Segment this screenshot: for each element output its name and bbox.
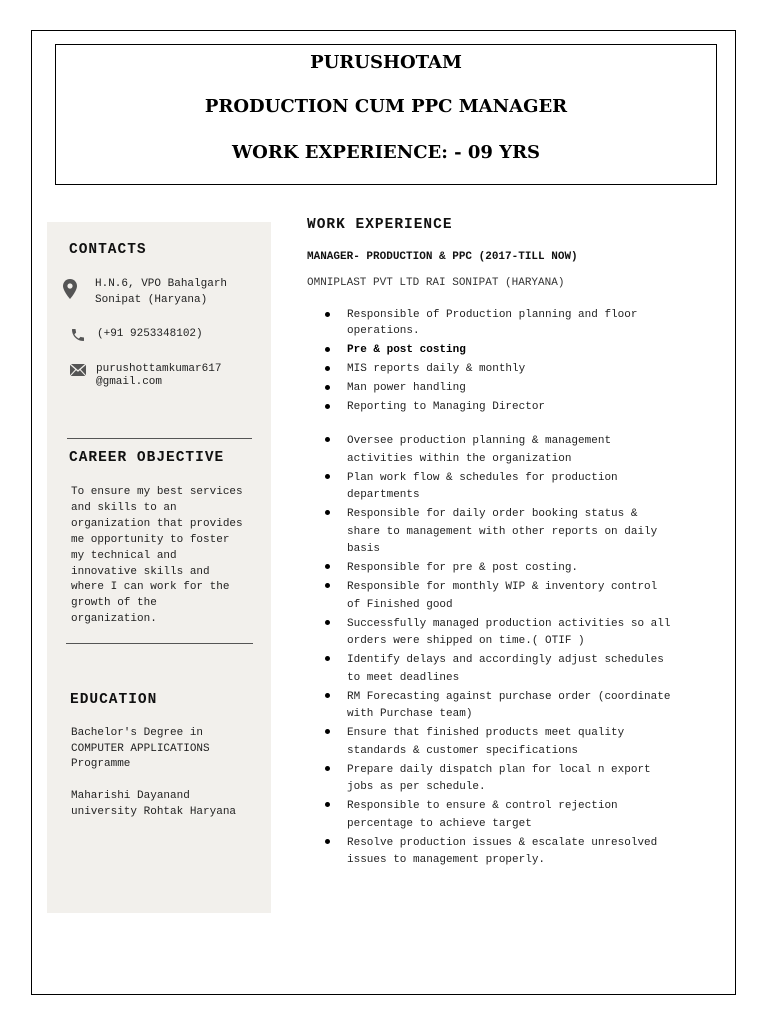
responsibility-item [347, 470, 697, 505]
bullet-dot [325, 802, 330, 807]
responsibility-item [347, 400, 697, 416]
responsibility-line: standards & customer specifications [347, 744, 579, 757]
responsibility-item [347, 762, 697, 797]
bullet-dot [325, 729, 330, 734]
responsibility-item [347, 616, 697, 651]
location-pin-icon [63, 279, 77, 299]
responsibility-line: issues to management properly. [347, 854, 546, 866]
bullet-dot [325, 620, 330, 625]
responsibility-item [347, 308, 697, 339]
responsibility-line: Identify delays and accordingly adjust schedules [347, 654, 664, 666]
phone-number: (+91 9253348102) [97, 328, 203, 340]
responsibility-item [347, 433, 697, 468]
job-title: PRODUCTION CUM PPC MANAGER [204, 96, 568, 117]
responsibility-item [347, 835, 697, 870]
responsibility-line: Man power handling [347, 381, 466, 394]
responsibility-line: share to management with other reports on daily [347, 525, 658, 538]
contacts-heading: CONTACTS [69, 242, 147, 258]
responsibility-line: Responsible for pre & post costing. [347, 562, 579, 574]
education-text: Bachelor's Degree in COMPUTER APPLICATIONS Programme Maharishi Dayanand university Rohtak Haryana [71, 727, 237, 818]
responsibility-line: operations. [347, 324, 420, 337]
responsibility-line: orders were shipped on time.( OTIF ) [347, 635, 585, 647]
education-heading: EDUCATION [70, 692, 158, 708]
experience-summary: WORK EXPERIENCE: - 09 YRS [231, 142, 541, 163]
responsibility-item [347, 798, 697, 833]
bullet-dot [325, 385, 330, 390]
address-line-1: H.N.6, VPO Bahalgarh [95, 278, 228, 290]
company-name: OMNIPLAST PVT LTD RAI SONIPAT (HARYANA) [307, 277, 565, 289]
career-objective-text: To ensure my best services and skills to an organization that provides me opportunity to foster my technical and innovative skills and where I can work for the growth of the organization. [71, 486, 243, 626]
responsibility-line: Reporting to Managing Director [347, 400, 546, 413]
bullet-dot [325, 564, 330, 569]
bullet-dot [325, 474, 330, 479]
responsibility-line: Plan work flow & schedules for production [347, 471, 618, 484]
responsibility-line: Pre & post costing [347, 343, 466, 356]
bullet-dot [325, 366, 330, 371]
email-line-1[interactable]: purushottamkumar617 [96, 363, 222, 375]
responsibility-line: Oversee production planning & management [347, 435, 612, 447]
phone-icon [70, 327, 86, 343]
responsibility-line: Ensure that finished products meet quality [347, 727, 625, 739]
career-objective-heading: CAREER OBJECTIVE [69, 450, 225, 466]
responsibility-line: to meet deadlines [347, 671, 460, 684]
bullet-dot [325, 839, 330, 844]
responsibility-line: Resolve production issues & escalate unresolved [347, 836, 658, 849]
responsibility-item [347, 560, 697, 578]
bullet-dot [325, 510, 330, 515]
bullet-dot [325, 347, 330, 352]
responsibility-item [347, 381, 697, 397]
bullet-dot [325, 312, 330, 317]
responsibility-item [347, 506, 697, 559]
responsibility-line: Successfully managed production activities so all [347, 617, 671, 630]
responsibility-line: Responsible for monthly WIP & inventory control [347, 581, 658, 593]
candidate-name: PURUSHOTAM [310, 52, 462, 73]
bullet-dot [325, 583, 330, 588]
responsibility-line: basis [347, 543, 381, 555]
bullet-dot [325, 404, 330, 409]
position-title: MANAGER- PRODUCTION & PPC (2017-TILL NOW) [307, 251, 578, 263]
responsibility-line: of Finished good [347, 598, 453, 611]
responsibility-item [347, 689, 697, 724]
sidebar-divider [66, 643, 253, 644]
responsibility-item [347, 725, 697, 760]
responsibility-item [347, 362, 697, 378]
bullet-dot [325, 693, 330, 698]
responsibility-line: MIS reports daily & monthly [347, 362, 526, 375]
sidebar-divider [67, 438, 252, 439]
bullet-dot [325, 766, 330, 771]
responsibility-line: with Purchase team) [347, 708, 473, 720]
email-line-2[interactable]: @gmail.com [96, 376, 163, 388]
responsibility-line: Responsible of Production planning and floor [347, 309, 638, 321]
responsibility-line: percentage to achieve target [347, 817, 532, 830]
bullet-dot [325, 656, 330, 661]
responsibility-line: jobs as per schedule. [347, 781, 486, 793]
responsibility-line: activities within the organization [347, 452, 572, 465]
address-line-2: Sonipat (Haryana) [95, 294, 208, 306]
responsibility-item [347, 343, 697, 359]
bullet-dot [325, 437, 330, 442]
email-envelope-icon [70, 364, 86, 376]
resume-header [55, 44, 717, 185]
work-experience-heading: WORK EXPERIENCE [307, 217, 453, 233]
responsibility-line: RM Forecasting against purchase order (coordinate [347, 690, 671, 703]
responsibility-line: Responsible for daily order booking status & [347, 508, 638, 520]
responsibility-item [347, 579, 697, 614]
responsibility-line: Prepare daily dispatch plan for local n export [347, 763, 651, 776]
responsibility-item [347, 652, 697, 687]
responsibility-line: departments [347, 489, 420, 501]
responsibility-line: Responsible to ensure & control rejection [347, 800, 618, 812]
